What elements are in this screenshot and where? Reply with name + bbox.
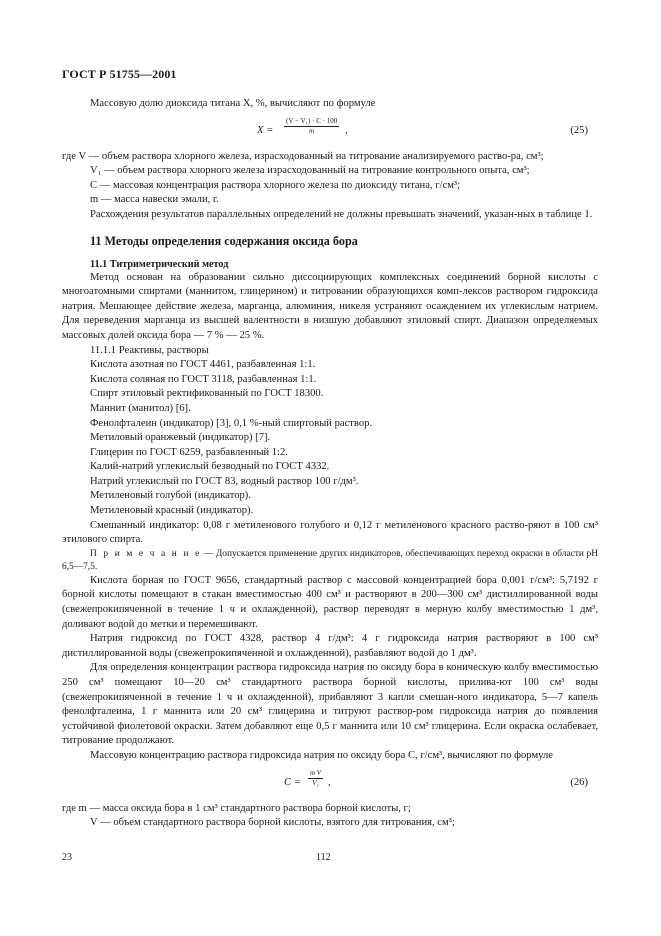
discrepancy-text: Расхождения результатов параллельных определений не должны превышать значений, указан-ных в таблице 1. [90,208,593,220]
formula-26-tail: , [328,776,331,788]
reagent-item: Спирт этиловый ректификованный по ГОСТ 18300. [90,388,324,400]
procedure-text: Для определения концентрации раствора гидроксида натрия по оксиду бора в коническую колбу вместимостью 250 см³ помещают 10—20 см³ стандартного раствора борной кислоты, прилива-ют 100 см³ воды (свежепрокипяченной в течение 1 ч и охлажденной), прибавляют 3 капли смешан-ного индикатора, 5—7 капель фенолфталеина, 1 г маннита или 20 см³ глицерина и титруют раствор-ром гидроксида натрия до появления устойчивой фиолетовой окраски. Затем добавляют еще 0,5 г маннита или 10 см³ глицерина. Если окраска ослабевает, титрование продолжают. [62,662,598,747]
reagents-list [62,358,598,519]
formula-25-numerator: (V − V₁) · C · 100 [286,116,338,125]
method-description: Метод основан на образовании сильно диссоциирующих комплексных соединений борной кислоты с многоатомными спиртами (маннитом, глицерином) и титровании образующихся комп-лексов раствором гидроксида натрия. Мешающее действие железа, марганца, алюминия, никеля устраняют осаждением их углекислым натрием. Для переведения марганца из высшей валентности в низшую добавляют этиловый спирт. Диапазон определяемых массовых долей оксида бора — 7 % — 25 %. [62,271,598,341]
formula-25-definitions [62,150,598,208]
note-text: — Допускается применение других индикаторов, обеспечивающих переход окраски в области pH 6,5—7,5. [62,548,599,572]
formula-26-intro: Массовую концентрацию раствора гидроксида натрия по оксиду бора C, г/см³, вычисляют по формуле [90,749,553,761]
definition-v-standard: V — объем стандартного раствора борной кислоты, взятого для титрования, см³; [90,817,455,829]
definition-v1: V₁ — объем раствора хлорного железа израсходованный на титрование контрольного опыта, см³; [90,165,530,177]
formula-25-intro: Массовую долю диоксида титана X, %, вычисляют по формуле [90,98,376,109]
formula-25-lhs: X = [257,124,274,136]
footer-left-number: 23 [62,852,72,863]
reagent-item: Кислота азотная по ГОСТ 4461, разбавленная 1:1. [90,359,316,371]
formula-26-denominator: V₁ [312,778,319,787]
reagent-item: Метиловый оранжевый (индикатор) [7]. [90,432,271,444]
note-label: П р и м е ч а н и е [90,548,202,559]
definition-v: где V — объем раствора хлорного железа, израсходованный на титрование анализируемого раство-ра, см³; [62,150,544,162]
boric-acid-solution: Кислота борная по ГОСТ 9656, стандартный раствор с массовой концентрацией бора 0,001 г/см³: 5,7192 г борной кислоты помещают в стакан вместимостью 400 см³ и растворяют в 200—300 см³ дистиллированной воды (свежепрокипяченной в течение 1 ч и охлажденной), раствор переводят в мерную колбу вместимостью 1 дм³, доливают водой до метки и перемешивают. [62,574,598,630]
formula-25 [62,116,598,146]
reagent-item: Натрий углекислый по ГОСТ 83, водный раствор 100 г/дм³. [90,475,359,487]
formula-25-denominator: m [309,126,315,135]
mixed-indicator: Смешанный индикатор: 0,08 г метиленового голубого и 0,12 г метиленового красного раство-ряют в 100 см³ этилового спирта. [62,519,598,546]
note [62,548,598,574]
page-number: 112 [316,852,331,863]
reagent-item: Фенолфталеин (индикатор) [3], 0,1 %-ный спиртовый раствор. [90,417,373,429]
reagent-item: Кислота соляная по ГОСТ 3118, разбавленная 1:1. [90,373,317,385]
definition-m: m — масса навески эмали, г. [90,194,219,206]
reagents-title: 11.1.1 Реактивы, растворы [90,344,209,356]
formula-25-tail: , [345,124,348,136]
reagent-item: Глицерин по ГОСТ 6259, разбавленный 1:2. [90,446,288,458]
section-title: 11 Методы определения содержания оксида бора [90,233,358,248]
formula-26-lhs: C = [284,776,301,788]
reagent-item: Калий-натрий углекислый безводный по ГОСТ 4332. [90,461,330,473]
formula-26 [62,768,598,798]
formula-26-number: (26) [570,776,588,788]
subsection-title: 11.1 Титриметрический метод [90,258,229,270]
reagent-item: Маннит (манитол) [6]. [90,402,191,414]
formula-26-numerator: m V [310,768,322,777]
formula-25-number: (25) [570,124,588,136]
definition-c: C — массовая концентрация раствора хлорного железа по диоксиду титана, г/см³; [90,179,461,191]
formula-26-fraction [308,769,323,788]
document-header: ГОСТ Р 51755—2001 [62,67,177,81]
reagent-item: Метиленовый красный (индикатор). [90,505,254,517]
definition-m-boron: где m — масса оксида бора в 1 см³ стандартного раствора борной кислоты, г; [62,802,411,814]
reagent-item: Метиленовый голубой (индикатор). [90,490,251,502]
formula-26-definitions [62,802,598,831]
sodium-hydroxide-solution: Натрия гидроксид по ГОСТ 4328, раствор 4 г/дм³: 4 г гидроксида натрия растворяют в 100 см³ дистиллированной воды (свежепрокипяченной и охлажденной), разбавляют водой до 1 дм³. [62,633,598,659]
formula-25-fraction [284,117,339,136]
document-body [62,97,598,831]
